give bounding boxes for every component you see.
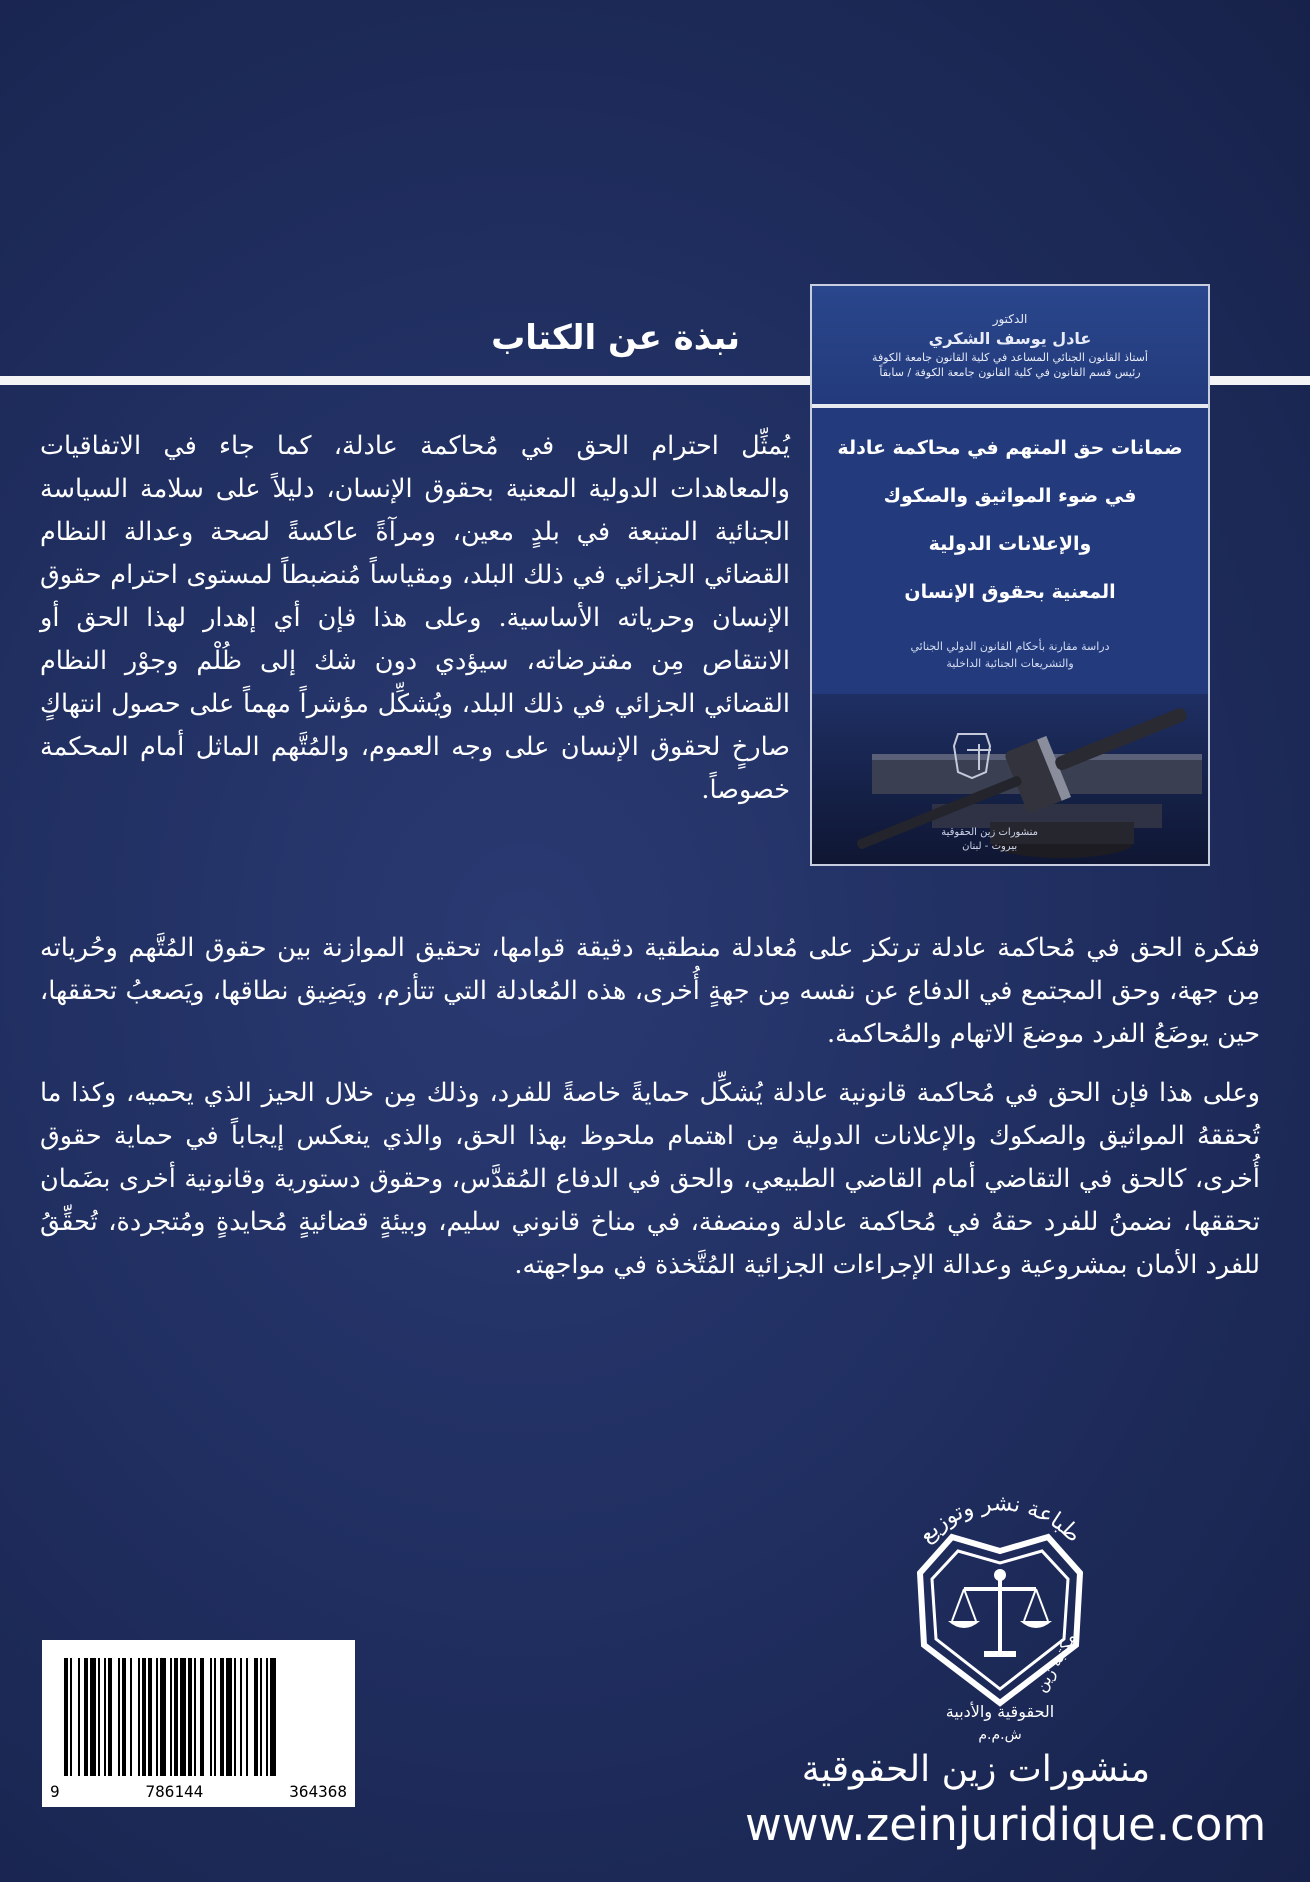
barcode-bar: [84, 1658, 88, 1776]
section-title: نبذة عن الكتاب: [491, 318, 740, 358]
inset-subtitle: [832, 638, 1188, 672]
barcode-bar: [148, 1658, 152, 1776]
barcode-bar: [70, 1658, 72, 1776]
barcode-bar: [64, 1658, 68, 1776]
blurb-paragraph-3: [40, 1072, 1260, 1287]
publisher-website: www.zeinjuridique.com: [745, 1798, 1267, 1851]
publisher-logo: [880, 1455, 1120, 1749]
inset-title-line: في ضوء المواثيق والصكوك: [883, 485, 1137, 507]
barcode-bar: [156, 1658, 158, 1776]
barcode-bar: [194, 1658, 196, 1776]
barcode-bar: [142, 1658, 146, 1776]
barcode-bar: [78, 1658, 80, 1776]
barcode-bar: [98, 1658, 100, 1776]
barcode-bar: [160, 1658, 166, 1776]
inset-author-name: عادل يوسف الشكري: [928, 329, 1092, 348]
barcode-bar: [170, 1658, 172, 1776]
barcode-bar: [240, 1658, 242, 1776]
inset-author-label: الدكتور: [992, 312, 1028, 326]
blurb-paragraph-1: [40, 425, 790, 812]
paragraph-text: وعلى هذا فإن الحق في مُحاكمة قانونية عادلة يُشكِّل حمايةً خاصةً للفرد، وذلك مِن خلال الحيز الذي يحميه، وكذا ما تُحققهُ المواثيق والصكوك والإعلانات الدولية مِن اهتمام ملحوظ بهذا الحق، والذي ينعكس إيجاباً في حماية حقوق أُخرى، كالحق في التقاضي أمام القاضي الطبيعي، والحق في الدفاع المُقدَّس، وحقوق دستورية وقانونية أخرى بضَمان تحققها، نضمنُ للفرد حقهُ في مُحاكمة عادلة ومنصفة، في مناخ قانوني سليم، وبيئةٍ قضائيةٍ مُحايدةٍ ومُتجردة، تُحقِّقُ للفرد الأمان بمشروعية وعدالة الإجراءات الجزائية المُتَّخذة في مواجهته.: [40, 1078, 1260, 1280]
paragraph-text: يُمثِّل احترام الحق في مُحاكمة عادلة، كما جاء في الاتفاقيات والمعاهدات الدولية المعنية بحقوق الإنسان، دليلاً على سلامة السياسة الجنائية المتبعة في بلدٍ معين، ومرآةً عاكسةً لصحة وعدالة النظام القضائي الجزائي في ذلك البلد، ومقياساً مُنضبطاً لمستوى احترام حقوق الإنسان وحرياته الأساسية. وعلى هذا فإن أي إهدار لهذا الحق أو الانتقاص مِن مفترضاته، سيؤدي دون شك إلى ظُلْم وجوْر النظام القضائي الجزائي في ذلك البلد، ويُشكِّل مؤشراً مهماً على حصول انتهاكٍ صارخٍ لحقوق الإنسان على وجه العموم، والمُتَّهم الماثل أمام المحكمة خصوصاً.: [40, 431, 790, 805]
barcode-bar: [210, 1658, 212, 1776]
barcode-bar: [118, 1658, 120, 1776]
logo-bottom-text: الحقوقية والأدبية: [945, 1702, 1055, 1721]
barcode-bar: [188, 1658, 192, 1776]
svg-text:طباعة نشر وتوزيع: [914, 1491, 1086, 1548]
barcode-digit-group-1: 786144: [145, 1782, 204, 1801]
paragraph-text: ففكرة الحق في مُحاكمة عادلة ترتكز على مُعادلة منطقية دقيقة قوامها، تحقيق الموازنة بين حقوق المُتَّهم وحُرياته مِن جهة، وحق المجتمع في الدفاع عن نفسه مِن جهةٍ أُخرى، هذه المُعادلة التي تتأزم، ويَضِيق نطاقها، ويَصعبُ تحققها، حين يوضَعُ الفرد موضعَ الاتهام والمُحاكمة.: [40, 933, 1260, 1049]
barcode-bar: [214, 1658, 216, 1776]
barcode-digit-prefix: 9: [50, 1782, 60, 1801]
inset-imprint: [941, 826, 1038, 854]
logo-suffix-text: ش.م.م: [978, 1727, 1022, 1743]
barcode-bar: [200, 1658, 204, 1776]
inset-header: [812, 286, 1208, 402]
inset-title: [826, 424, 1194, 616]
inset-front-cover: [810, 284, 1210, 866]
inset-rule: [812, 404, 1208, 408]
barcode-bar: [226, 1658, 232, 1776]
inset-imprint-2: بيروت - لبنان: [962, 841, 1018, 852]
logo-side-text: مكتبة زين: [1030, 1629, 1080, 1696]
barcode-bar: [104, 1658, 106, 1776]
barcode-bar: [108, 1658, 112, 1776]
barcode-bar: [246, 1658, 248, 1776]
barcode-bar: [138, 1658, 140, 1776]
inset-imprint-1: منشورات زين الحقوقية: [941, 827, 1038, 838]
barcode-bar: [130, 1658, 132, 1776]
barcode-bar: [234, 1658, 236, 1776]
inset-title-line: ضمانات حق المتهم في محاكمة عادلة: [837, 437, 1183, 459]
barcode-bar: [266, 1658, 268, 1776]
inset-subtitle-2: والتشريعات الجنائية الداخلية: [946, 657, 1074, 670]
barcode-digit-group-2: 364368: [289, 1782, 347, 1801]
barcode-bar: [180, 1658, 186, 1776]
blurb-paragraph-2: [40, 927, 1260, 1056]
barcode-bar: [122, 1658, 126, 1776]
inset-affiliation-2: رئيس قسم القانون في كلية القانون جامعة الكوفة / سابقاً: [879, 366, 1141, 379]
inset-subtitle-1: دراسة مقارنة بأحكام القانون الدولي الجنائي: [910, 640, 1110, 653]
barcode-bar: [220, 1658, 224, 1776]
barcode-bar: [90, 1658, 96, 1776]
inset-affiliation-1: أستاذ القانون الجنائي المساعد في كلية القانون جامعة الكوفة: [872, 351, 1148, 364]
logo-arc-text: طباعة نشر وتوزيع: [913, 1491, 1086, 1548]
inset-title-line: والإعلانات الدولية: [928, 533, 1092, 555]
barcode-digits: [50, 1782, 347, 1801]
barcode-bar: [174, 1658, 178, 1776]
barcode-bars: [64, 1658, 334, 1776]
scales-of-justice-shield-icon: [880, 1455, 1120, 1745]
barcode-bar: [254, 1658, 258, 1776]
inset-title-line: المعنية بحقوق الإنسان: [904, 581, 1116, 603]
isbn-barcode: [42, 1640, 355, 1807]
barcode-bar: [260, 1658, 262, 1776]
barcode-bar: [270, 1658, 276, 1776]
publisher-name: منشورات زين الحقوقية: [801, 1749, 1150, 1790]
